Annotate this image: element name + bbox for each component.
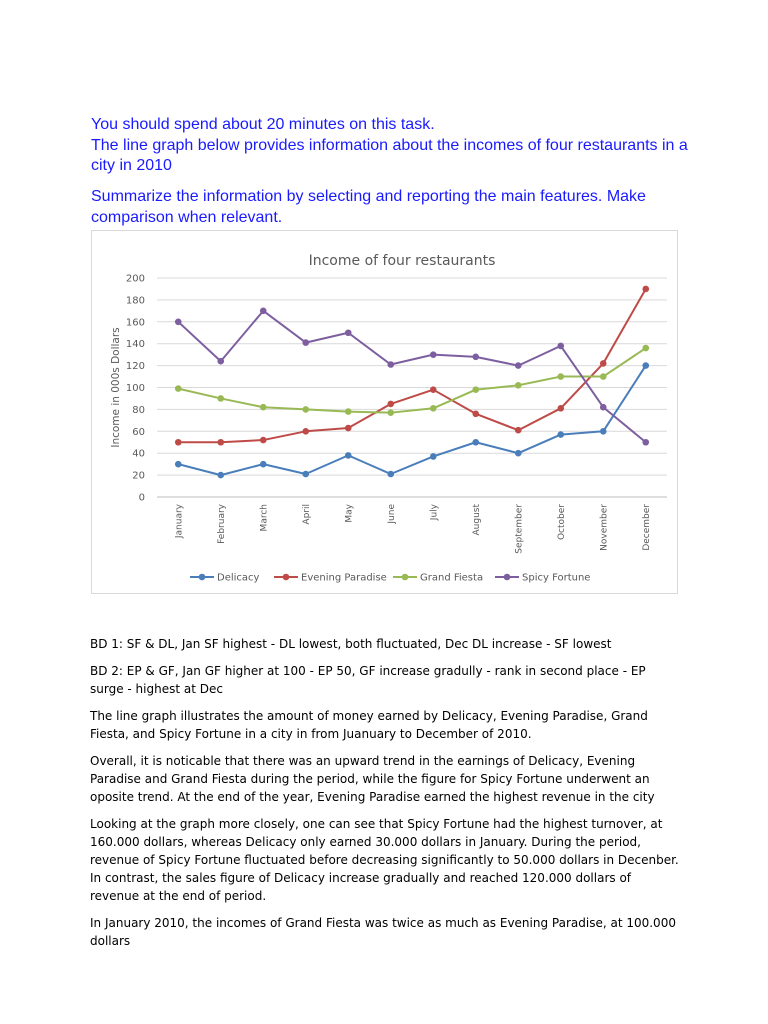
data-point [472, 439, 479, 446]
legend-marker [402, 574, 409, 581]
data-point [600, 360, 607, 367]
data-point [430, 405, 437, 412]
y-tick-label: 120 [125, 361, 145, 373]
data-point [345, 425, 352, 432]
chart-title: Income of four restaurants [308, 253, 496, 269]
y-tick-label: 180 [125, 295, 145, 307]
y-axis-label: Income in 000s Dollars [110, 327, 122, 448]
data-point [600, 428, 607, 435]
x-tick-label: December [641, 504, 652, 551]
data-point [430, 351, 437, 358]
y-tick-label: 200 [125, 273, 145, 285]
data-point [387, 361, 394, 368]
data-point [515, 450, 522, 457]
task-line-1: You should spend about 20 minutes on this task. [91, 116, 435, 133]
legend-marker [283, 574, 290, 581]
note-paragraph-2: BD 2: EP & GF, Jan GF higher at 100 - EP 50, GF increase gradully - rank in second place - EP surge - highest at Dec [90, 664, 646, 696]
data-point [557, 343, 564, 350]
data-point [302, 339, 309, 346]
data-point [345, 408, 352, 415]
y-tick-label: 140 [125, 339, 145, 351]
task-instructions [91, 115, 691, 177]
y-tick-label: 60 [132, 426, 145, 438]
x-tick-label: January [174, 504, 185, 539]
y-tick-label: 20 [132, 470, 145, 482]
essay-paragraph-intro: The line graph illustrates the amount of money earned by Delicacy, Evening Paradise, Grand Fiesta, and Spicy Fortune in a city in from Juanuary to December of 2010. [90, 709, 648, 741]
data-point [217, 439, 224, 446]
data-point [387, 471, 394, 478]
y-tick-label: 0 [138, 492, 145, 504]
data-point [175, 319, 182, 326]
y-tick-label: 80 [132, 404, 145, 416]
data-point [472, 410, 479, 417]
data-point [600, 404, 607, 411]
legend-marker [504, 574, 511, 581]
line-chart-frame [91, 230, 678, 594]
essay-paragraph-body-1: Looking at the graph more closely, one can see that Spicy Fortune had the highest turnover, at 160.000 dollars, whereas Delicacy only earned 30.000 dollars in January. During the period, revenue of Spicy Fortune fluctuated before decreasing significantly to 50.000 dollars in Decenber. In contrast, the sales figure of Delicacy increase gradually and reached 120.000 dollars of revenue at the end of period. [90, 817, 679, 903]
x-tick-label: February [216, 504, 227, 544]
data-point [600, 373, 607, 380]
data-point [217, 395, 224, 402]
data-point [515, 382, 522, 389]
data-point [260, 308, 267, 315]
data-point [302, 471, 309, 478]
data-point [302, 428, 309, 435]
x-tick-label: October [556, 504, 567, 541]
legend-marker [199, 574, 206, 581]
data-point [345, 452, 352, 459]
data-point [642, 439, 649, 446]
y-tick-label: 160 [125, 317, 145, 329]
y-tick-label: 100 [125, 383, 145, 394]
data-point [472, 354, 479, 361]
data-point [175, 439, 182, 446]
data-point [642, 345, 649, 352]
data-point [260, 461, 267, 468]
data-point [387, 401, 394, 408]
legend-label: Grand Fiesta [420, 572, 484, 584]
data-point [302, 406, 309, 413]
x-tick-label: July [429, 504, 440, 521]
task-line-3: Summarize the information by selecting and reporting the main features. Make comparison when relevant. [91, 188, 646, 226]
data-point [430, 386, 437, 393]
data-point [472, 386, 479, 393]
data-point [642, 362, 649, 369]
x-tick-label: June [386, 504, 397, 524]
x-tick-label: March [259, 504, 270, 532]
data-point [557, 373, 564, 380]
x-tick-label: September [514, 504, 525, 554]
series-line [178, 366, 646, 476]
note-paragraph-1: BD 1: SF & DL, Jan SF highest - DL lowest, both fluctuated, Dec DL increase - SF lowest [90, 637, 612, 651]
essay-paragraph-overview: Overall, it is noticable that there was an upward trend in the earnings of Delicacy, Evening Paradise and Grand Fiesta during the period, while the figure for Spicy Fortune underwent an oposite trend. At the end of the year, Evening Paradise earned the highest revenue in the city [90, 754, 655, 804]
x-tick-label: May [344, 504, 355, 523]
data-point [217, 358, 224, 365]
data-point [557, 431, 564, 438]
legend-label: Spicy Fortune [522, 572, 591, 584]
series-line [178, 348, 646, 413]
line-chart [92, 231, 677, 593]
data-point [260, 404, 267, 411]
data-point [175, 385, 182, 392]
data-point [515, 427, 522, 434]
x-tick-label: November [599, 504, 610, 551]
task-summary-instruction [91, 187, 691, 228]
data-point [260, 437, 267, 444]
legend-label: Evening Paradise [301, 572, 387, 584]
data-point [345, 329, 352, 336]
essay-paragraph-body-2: In January 2010, the incomes of Grand Fiesta was twice as much as Evening Paradise, at 100.000 dollars [90, 916, 676, 948]
data-point [387, 409, 394, 416]
data-point [557, 405, 564, 412]
data-point [217, 472, 224, 479]
data-point [175, 461, 182, 468]
legend-label: Delicacy [217, 572, 260, 584]
task-line-2: The line graph below provides information about the incomes of four restaurants in a city in 2010 [91, 136, 688, 174]
x-tick-label: August [471, 504, 482, 536]
y-tick-label: 40 [132, 448, 145, 460]
data-point [642, 286, 649, 293]
data-point [515, 362, 522, 369]
x-tick-label: April [301, 504, 312, 525]
essay-notes [90, 635, 680, 959]
data-point [430, 453, 437, 460]
